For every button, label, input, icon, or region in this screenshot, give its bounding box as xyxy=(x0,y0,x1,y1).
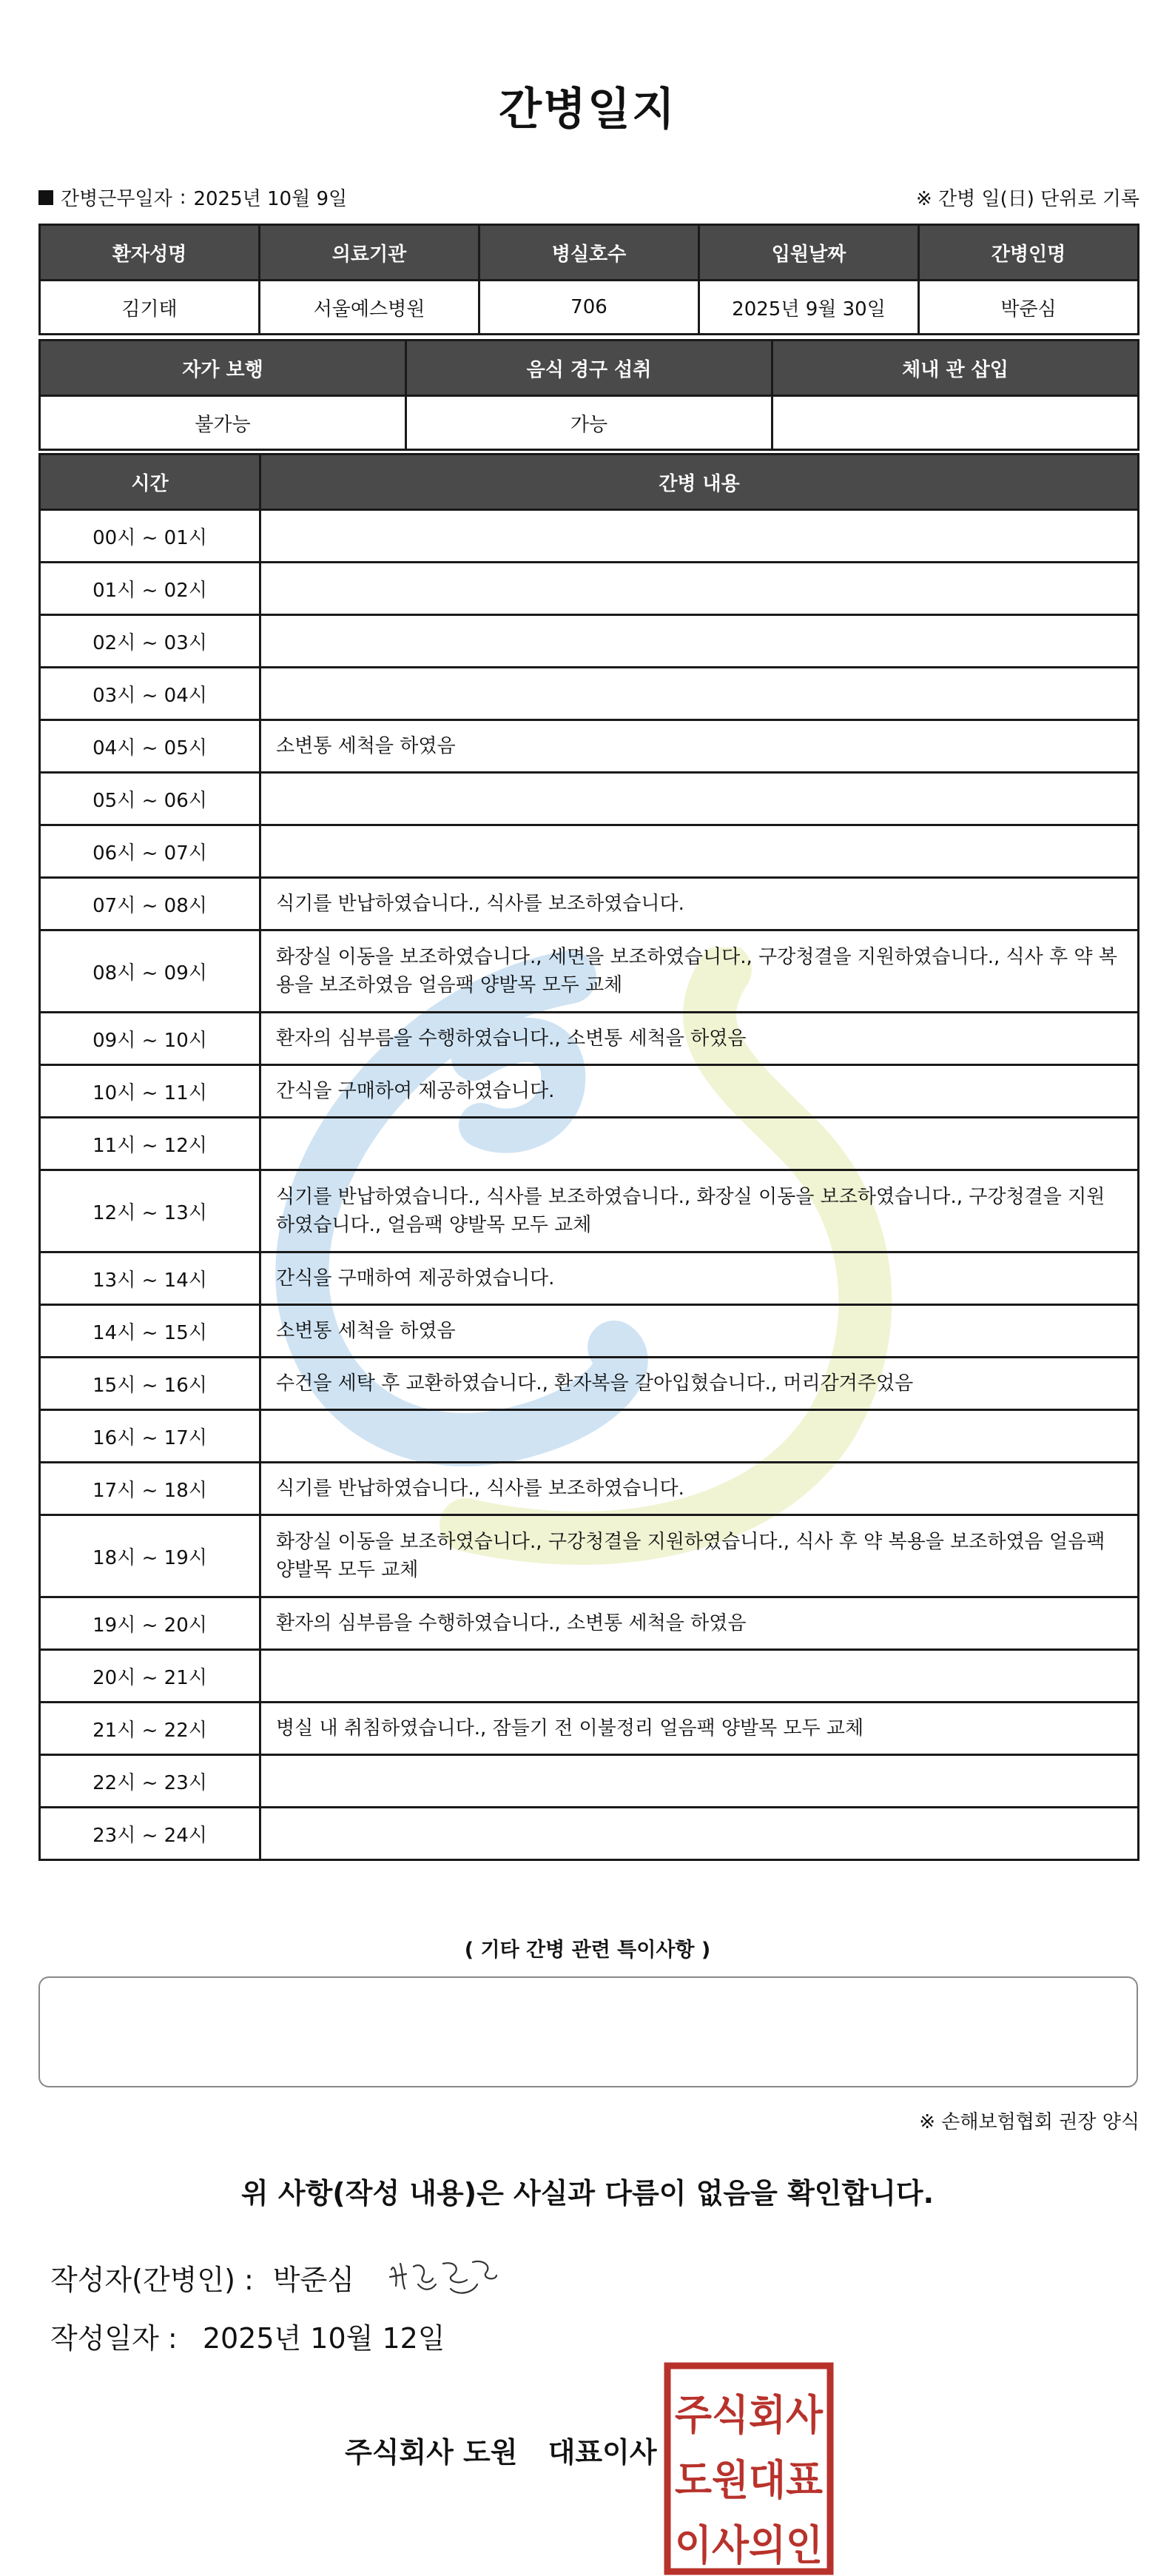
remarks-box xyxy=(38,1976,1138,2087)
content-cell xyxy=(260,1410,1139,1463)
header-admission-date: 입원날짜 xyxy=(699,225,919,281)
table-row xyxy=(40,1755,1139,1808)
work-date-separator: : xyxy=(179,186,186,209)
content-cell: 환자의 심부름을 수행하였습니다., 소변통 세척을 하였음 xyxy=(260,1013,1139,1065)
time-cell: 07시 ~ 08시 xyxy=(40,878,260,930)
tube-insertion-cell xyxy=(772,396,1139,450)
remarks-title: ( 기타 간병 관련 특이사항 ) xyxy=(464,1939,711,1962)
table-row xyxy=(40,1808,1139,1860)
table-row xyxy=(40,1597,1139,1650)
time-cell: 18시 ~ 19시 xyxy=(40,1515,260,1597)
status-header-row xyxy=(40,341,1139,396)
table-row xyxy=(40,1650,1139,1703)
written-date-label: 작성일자 : xyxy=(50,2322,178,2355)
table-row xyxy=(40,510,1139,563)
svg-text:이사의인: 이사의인 xyxy=(675,2522,823,2570)
time-cell: 08시 ~ 09시 xyxy=(40,930,260,1013)
header-caregiver-name: 간병인명 xyxy=(919,225,1139,281)
content-cell: 식기를 반납하였습니다., 식사를 보조하였습니다. xyxy=(260,878,1139,930)
table-row xyxy=(40,615,1139,668)
content-cell xyxy=(260,563,1139,615)
header-hospital: 의료기관 xyxy=(260,225,479,281)
written-date-value: 2025년 10월 12일 xyxy=(202,2322,445,2355)
patient-header-row xyxy=(40,225,1139,281)
time-cell: 12시 ~ 13시 xyxy=(40,1170,260,1252)
written-date-line xyxy=(50,2315,445,2356)
time-cell: 22시 ~ 23시 xyxy=(40,1755,260,1808)
content-cell: 소변통 세척을 하였음 xyxy=(260,720,1139,773)
header-patient-name: 환자성명 xyxy=(40,225,260,281)
time-cell: 14시 ~ 15시 xyxy=(40,1305,260,1358)
content-cell: 환자의 심부름을 수행하였습니다., 소변통 세척을 하였음 xyxy=(260,1597,1139,1650)
writer-line xyxy=(50,2247,502,2307)
time-cell: 02시 ~ 03시 xyxy=(40,615,260,668)
table-row xyxy=(40,878,1139,930)
time-cell: 16시 ~ 17시 xyxy=(40,1410,260,1463)
table-row xyxy=(40,1358,1139,1410)
content-cell xyxy=(260,1650,1139,1703)
room-number-cell: 706 xyxy=(479,281,699,335)
company-line xyxy=(345,2429,657,2470)
content-cell: 소변통 세척을 하였음 xyxy=(260,1305,1139,1358)
content-cell xyxy=(260,668,1139,720)
content-cell: 화장실 이동을 보조하였습니다., 구강청결을 지원하였습니다., 식사 후 약 복용을 보조하였음 얼음팩 양발목 모두 교체 xyxy=(260,1515,1139,1597)
table-row xyxy=(40,1410,1139,1463)
care-log-table xyxy=(38,453,1139,1861)
self-walking-cell: 불가능 xyxy=(40,396,406,450)
caregiver-name-cell: 박준심 xyxy=(919,281,1139,335)
table-row xyxy=(40,930,1139,1013)
content-cell: 병실 내 취침하였습니다., 잠들기 전 이불정리 얼음팩 양발목 모두 교체 xyxy=(260,1703,1139,1755)
table-row xyxy=(40,1013,1139,1065)
time-cell: 06시 ~ 07시 xyxy=(40,825,260,878)
work-date-label: 간병근무일자 xyxy=(61,188,172,210)
table-row xyxy=(40,773,1139,825)
content-cell xyxy=(260,510,1139,563)
time-cell: 17시 ~ 18시 xyxy=(40,1463,260,1515)
time-cell: 03시 ~ 04시 xyxy=(40,668,260,720)
table-row xyxy=(40,1463,1139,1515)
table-row xyxy=(40,1170,1139,1252)
time-cell: 10시 ~ 11시 xyxy=(40,1065,260,1118)
writer-name: 박준심 xyxy=(272,2263,354,2296)
content-cell xyxy=(260,773,1139,825)
company-name: 주식회사 도원 xyxy=(345,2436,518,2469)
header-oral-intake: 음식 경구 섭취 xyxy=(406,341,772,396)
table-row xyxy=(40,1252,1139,1305)
time-cell: 19시 ~ 20시 xyxy=(40,1597,260,1650)
table-row xyxy=(40,1703,1139,1755)
content-cell xyxy=(260,825,1139,878)
content-cell xyxy=(260,615,1139,668)
content-cell xyxy=(260,1755,1139,1808)
table-row xyxy=(40,668,1139,720)
table-row xyxy=(40,825,1139,878)
content-cell xyxy=(260,1808,1139,1860)
header-tube-insertion: 체내 관 삽입 xyxy=(772,341,1139,396)
work-date-value: 2025년 10월 9일 xyxy=(193,188,348,210)
table-row xyxy=(40,720,1139,773)
oral-intake-cell: 가능 xyxy=(406,396,772,450)
table-row xyxy=(40,1118,1139,1170)
patient-info-table xyxy=(38,224,1139,335)
content-cell: 화장실 이동을 보조하였습니다., 세면을 보조하였습니다., 구강청결을 지원하였습니다., 식사 후 약 복용을 보조하였음 얼음팩 양발목 모두 교체 xyxy=(260,930,1139,1013)
header-time: 시간 xyxy=(40,455,260,510)
time-cell: 05시 ~ 06시 xyxy=(40,773,260,825)
time-cell: 04시 ~ 05시 xyxy=(40,720,260,773)
company-ceo-title: 대표이사 xyxy=(548,2436,657,2469)
svg-text:도원대표: 도원대표 xyxy=(675,2457,823,2505)
time-cell: 01시 ~ 02시 xyxy=(40,563,260,615)
content-cell: 간식을 구매하여 제공하였습니다. xyxy=(260,1252,1139,1305)
table-row xyxy=(40,1305,1139,1358)
header-room-number: 병실호수 xyxy=(479,225,699,281)
handwritten-signature xyxy=(384,2247,502,2307)
content-cell: 간식을 구매하여 제공하였습니다. xyxy=(260,1065,1139,1118)
time-cell: 15시 ~ 16시 xyxy=(40,1358,260,1410)
patient-value-row xyxy=(40,281,1139,335)
header-care-content: 간병 내용 xyxy=(260,455,1139,510)
square-bullet-icon xyxy=(38,190,53,205)
content-cell: 식기를 반납하였습니다., 식사를 보조하였습니다., 화장실 이동을 보조하였습니다., 구강청결을 지원하였습니다., 얼음팩 양발목 모두 교체 xyxy=(260,1170,1139,1252)
admission-date-cell: 2025년 9월 30일 xyxy=(699,281,919,335)
time-cell: 09시 ~ 10시 xyxy=(40,1013,260,1065)
content-cell xyxy=(260,1118,1139,1170)
time-cell: 11시 ~ 12시 xyxy=(40,1118,260,1170)
time-cell: 21시 ~ 22시 xyxy=(40,1703,260,1755)
time-cell: 00시 ~ 01시 xyxy=(40,510,260,563)
status-value-row xyxy=(40,396,1139,450)
time-cell: 23시 ~ 24시 xyxy=(40,1808,260,1860)
header-self-walking: 자가 보행 xyxy=(40,341,406,396)
table-row xyxy=(40,563,1139,615)
time-cell: 20시 ~ 21시 xyxy=(40,1650,260,1703)
table-row xyxy=(40,1065,1139,1118)
svg-text:주식회사: 주식회사 xyxy=(675,2392,824,2440)
content-cell: 식기를 반납하였습니다., 식사를 보조하였습니다. xyxy=(260,1463,1139,1515)
time-cell: 13시 ~ 14시 xyxy=(40,1252,260,1305)
log-header-row xyxy=(40,455,1139,510)
confirmation-statement: 위 사항(작성 내용)은 사실과 다름이 없음을 확인합니다. xyxy=(240,2177,935,2210)
recommend-note: ※ 손해보험협회 권장 양식 xyxy=(919,2111,1139,2133)
hospital-cell: 서울예스병원 xyxy=(260,281,479,335)
company-seal xyxy=(663,2361,835,2576)
work-date-line xyxy=(38,184,347,211)
content-cell: 수건을 세탁 후 교환하였습니다., 환자복을 갈아입혔습니다., 머리감겨주었음 xyxy=(260,1358,1139,1410)
unit-note: ※ 간병 일(日) 단위로 기록 xyxy=(915,188,1139,210)
patient-name-cell: 김기태 xyxy=(40,281,260,335)
patient-status-table xyxy=(38,339,1139,451)
page-title: 간병일지 xyxy=(499,84,676,135)
writer-label: 작성자(간병인) : xyxy=(50,2263,254,2296)
table-row xyxy=(40,1515,1139,1597)
